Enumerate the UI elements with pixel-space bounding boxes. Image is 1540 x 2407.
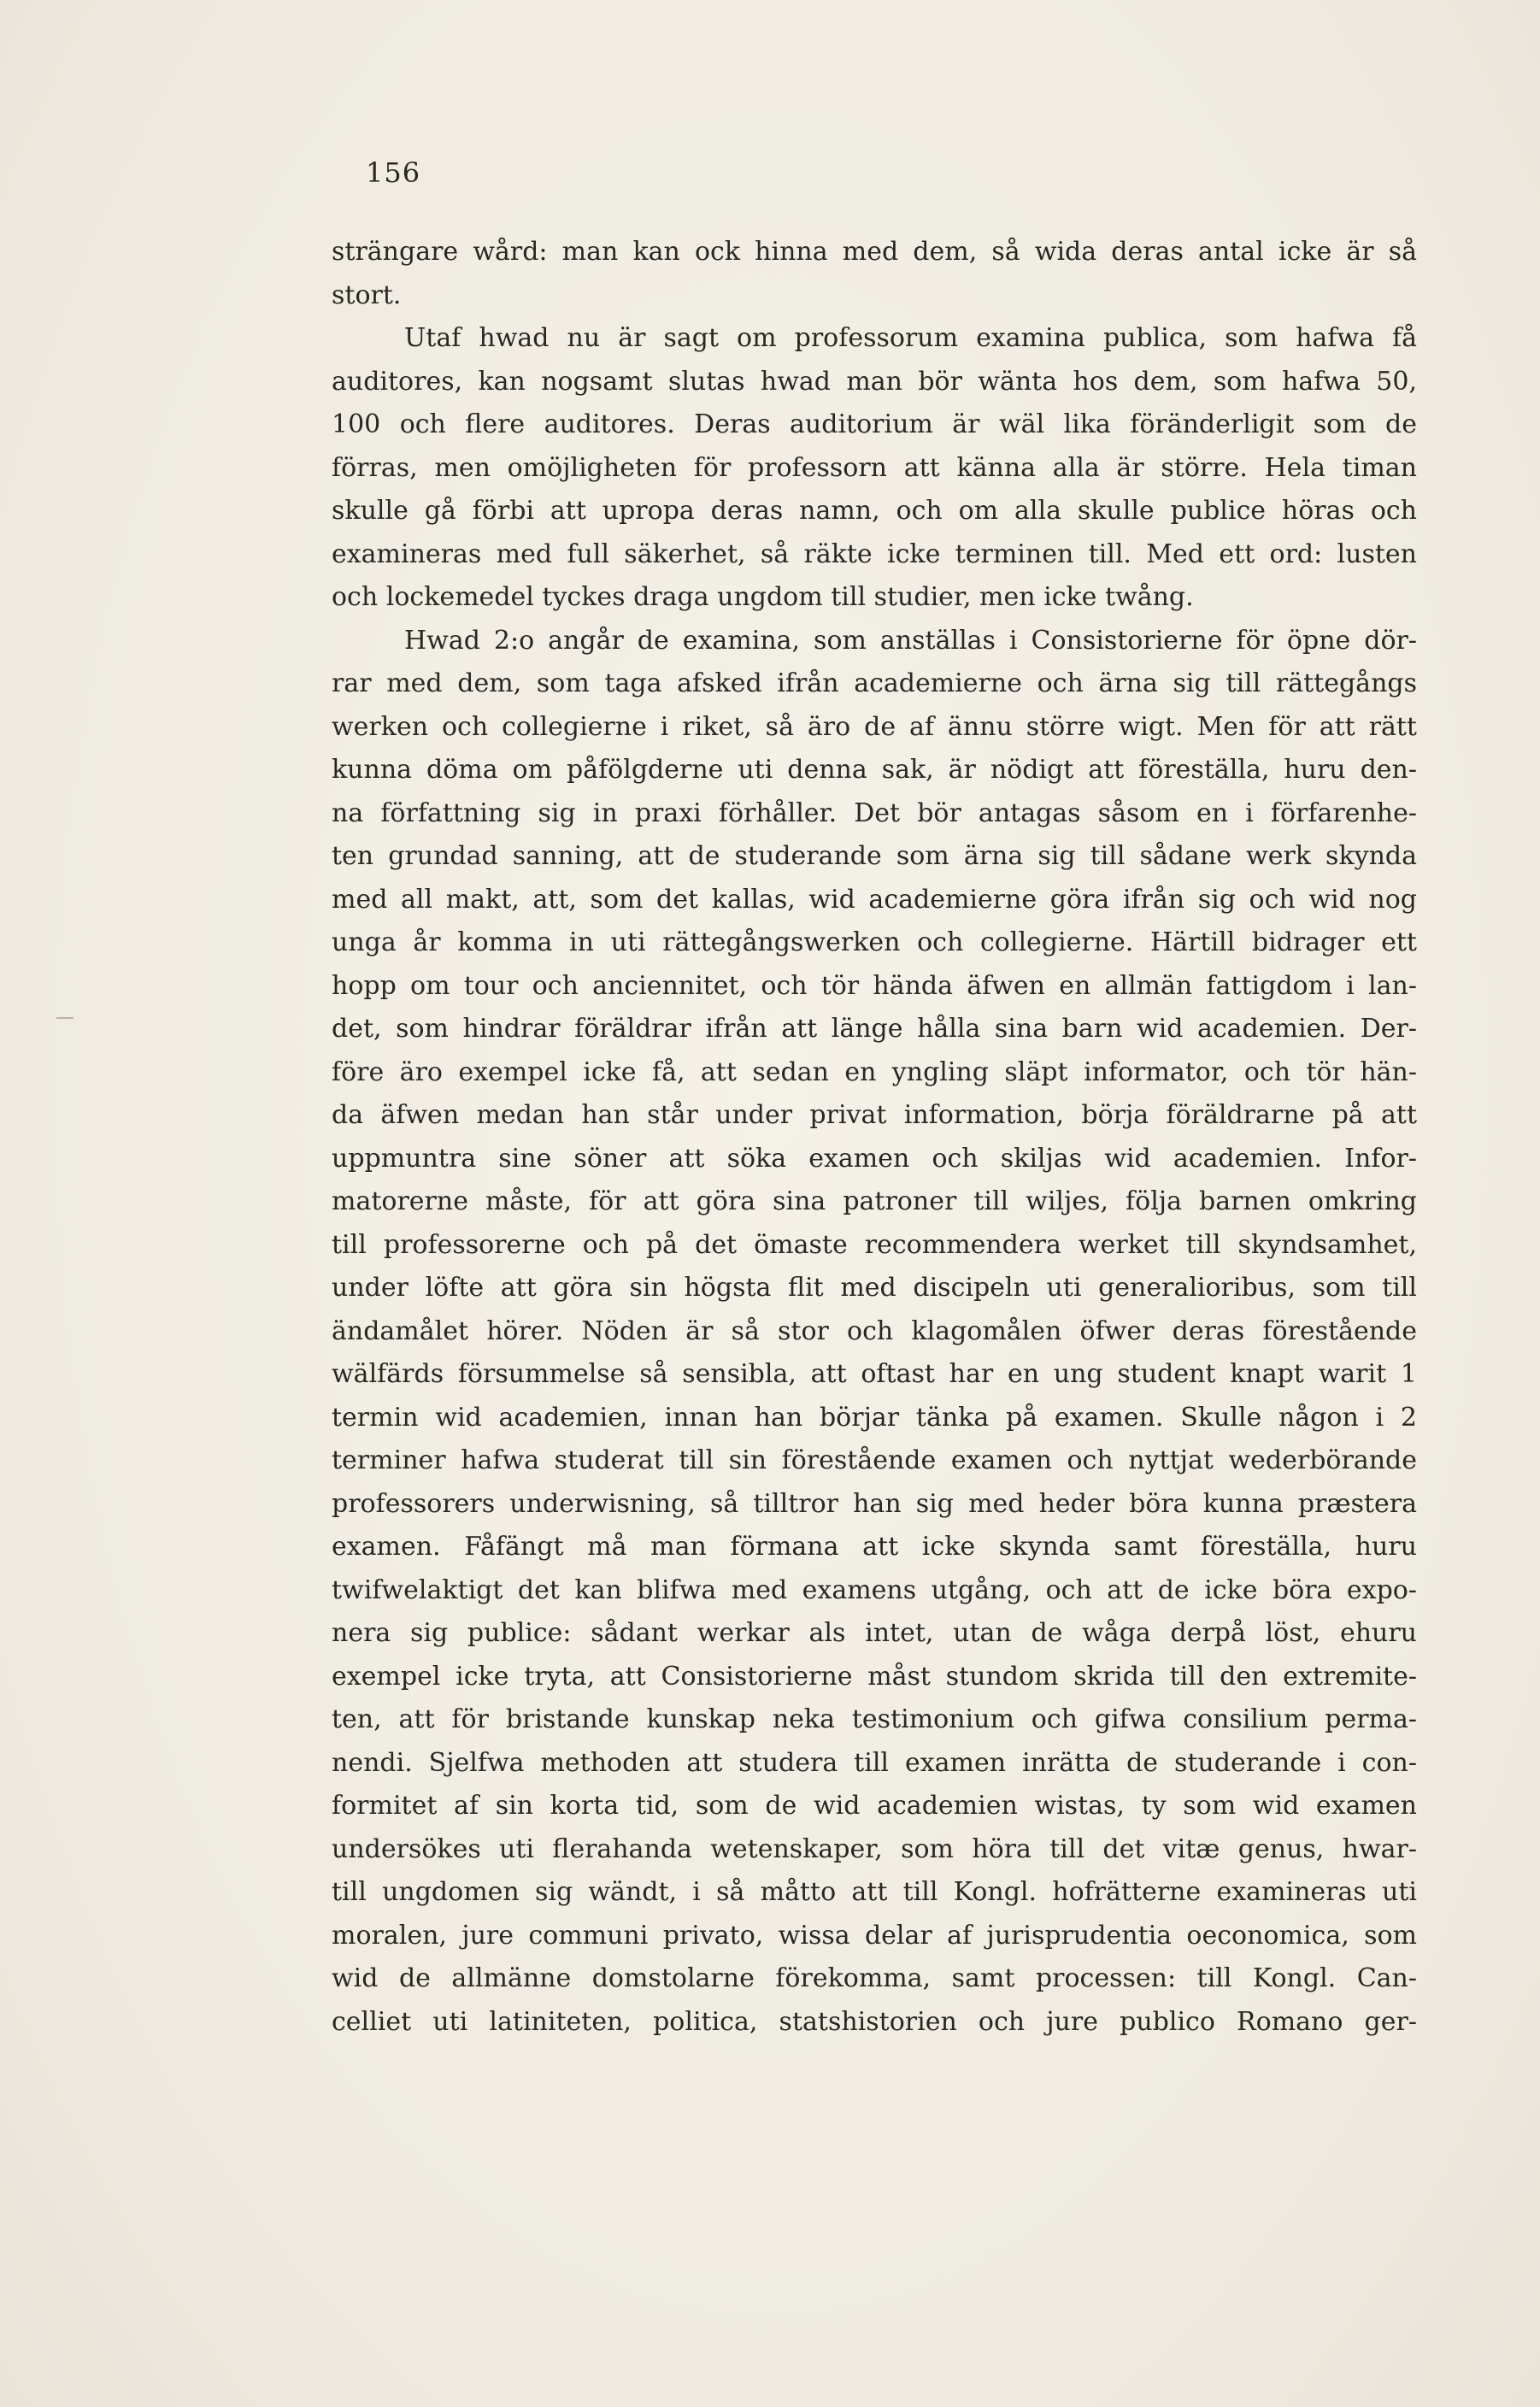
text-line: termin wid academien, innan han börjar tänka på examen. Skulle någon i 2 xyxy=(332,1402,1417,1433)
text-line: examen. Fåfängt må man förmana att icke skynda samt föreställa, huru xyxy=(332,1532,1417,1562)
text-line: professorers underwisning, så tilltror han sig med heder böra kunna præstera xyxy=(332,1488,1417,1519)
text-line: nera sig publice: sådant werkar als intet, utan de wåga derpå löst, ehuru xyxy=(332,1618,1417,1648)
text-line: 100 och flere auditores. Deras auditorium är wäl lika föränderligit som de xyxy=(332,409,1417,439)
text-line: da äfwen medan han står under privat information, börja föräldrarne på att xyxy=(332,1100,1417,1130)
margin-mark xyxy=(56,1017,73,1019)
text-line: undersökes uti flerahanda wetenskaper, som höra till det vitæ genus, hwar- xyxy=(332,1833,1417,1864)
text-line: Utaf hwad nu är sagt om professorum examina publica, som hafwa få xyxy=(404,323,1417,353)
text-line: till professorerne och på det ömaste recommendera werket till skyndsamhet, xyxy=(332,1229,1417,1260)
text-line: strängare wård: man kan ock hinna med dem, så wida deras antal icke är så xyxy=(332,237,1417,267)
text-line: rar med dem, som taga afsked ifrån academierne och ärna sig till rättegångs xyxy=(332,668,1417,698)
text-line: till ungdomen sig wändt, i så måtto att till Kongl. hofrätterne examineras uti xyxy=(332,1877,1417,1907)
text-line: kunna döma om påfölgderne uti denna sak, är nödigt att föreställa, huru den- xyxy=(332,755,1417,785)
page-number: 156 xyxy=(366,156,421,189)
text-line: na författning sig in praxi förhåller. Det bör antagas såsom en i förfarenhe- xyxy=(332,797,1417,828)
text-line: celliet uti latiniteten, politica, statshistorien och jure publico Romano ger- xyxy=(332,2006,1417,2037)
text-line: under löfte att göra sin högsta flit med discipeln uti generalioribus, som till xyxy=(332,1273,1417,1303)
text-line: terminer hafwa studerat till sin förestående examen och nyttjat wederbörande xyxy=(332,1445,1417,1475)
text-line: ten, att för bristande kunskap neka testimonium och gifwa consilium perma- xyxy=(332,1704,1417,1734)
text-line: och lockemedel tyckes draga ungdom till studier, men icke twång. xyxy=(332,582,1194,612)
body-text xyxy=(332,231,1417,2044)
text-line: det, som hindrar föräldrar ifrån att länge hålla sina barn wid academien. Der- xyxy=(332,1014,1417,1044)
text-line: före äro exempel icke få, att sedan en yngling släpt informator, och tör hän- xyxy=(332,1056,1417,1087)
text-line: uppmuntra sine söner att söka examen och skiljas wid academien. Infor- xyxy=(332,1143,1417,1174)
text-line: wälfärds försummelse så sensibla, att oftast har en ung student knapt warit 1 xyxy=(332,1359,1417,1389)
text-line: unga år komma in uti rättegångswerken och collegierne. Härtill bidrager ett xyxy=(332,927,1417,957)
text-line: wid de allmänne domstolarne förekomma, samt processen: till Kongl. Can- xyxy=(332,1963,1417,1993)
text-line: examineras med full säkerhet, så räkte icke terminen till. Med ett ord: lusten xyxy=(332,538,1417,569)
text-line: ändamålet hörer. Nöden är så stor och klagomålen öfwer deras förestående xyxy=(332,1315,1417,1346)
text-line: skulle gå förbi att upropa deras namn, och om alla skulle publice höras och xyxy=(332,496,1417,526)
text-line: förras, men omöjligheten för professorn att känna alla är större. Hela timan xyxy=(332,452,1417,483)
text-line: werken och collegierne i riket, så äro de af ännu större wigt. Men för att rätt xyxy=(332,711,1417,742)
text-line: med all makt, att, som det kallas, wid academierne göra ifrån sig och wid nog xyxy=(332,884,1417,915)
text-line: moralen, jure communi privato, wissa delar af jurisprudentia oeconomica, som xyxy=(332,1920,1417,1951)
text-line: auditores, kan nogsamt slutas hwad man bör wänta hos dem, som hafwa 50, xyxy=(332,366,1417,397)
text-line: stort. xyxy=(332,280,402,310)
text-line: formitet af sin korta tid, som de wid academien wistas, ty som wid examen xyxy=(332,1791,1417,1821)
text-line: exempel icke tryta, att Consistorierne måst stundom skrida till den extremite- xyxy=(332,1661,1417,1692)
text-line: matorerne måste, för att göra sina patroner till wiljes, följa barnen omkring xyxy=(332,1186,1417,1216)
text-line: nendi. Sjelfwa methoden att studera till examen inrätta de studerande i con- xyxy=(332,1747,1417,1778)
text-line: Hwad 2:o angår de examina, som anställas i Consistorierne för öpne dör- xyxy=(404,625,1417,656)
text-line: twifwelaktigt det kan blifwa med examens utgång, och att de icke böra expo- xyxy=(332,1574,1417,1605)
text-line: hopp om tour och anciennitet, och tör hända äfwen en allmän fattigdom i lan- xyxy=(332,970,1417,1001)
text-line: ten grundad sanning, att de studerande som ärna sig till sådane werk skynda xyxy=(332,841,1417,871)
